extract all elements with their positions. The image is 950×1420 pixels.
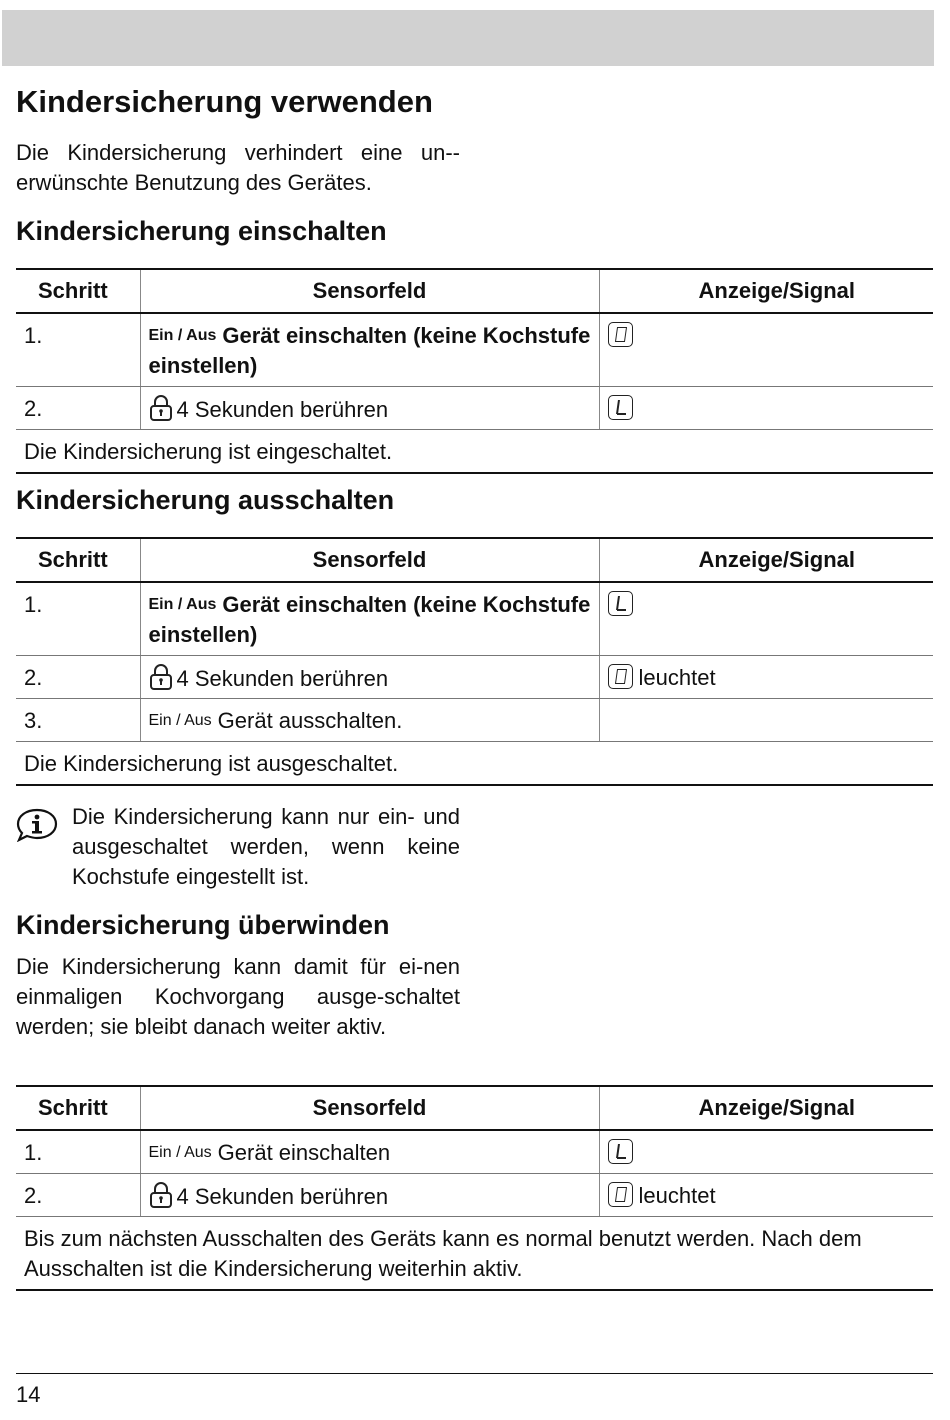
step-number: 3. bbox=[16, 699, 140, 742]
sensor-cell bbox=[140, 1130, 599, 1174]
table-row bbox=[16, 1130, 933, 1174]
col-header-sensor: Sensorfeld bbox=[140, 1086, 599, 1130]
sensor-text: Gerät einschalten (keine Kochstufe einstellen) bbox=[148, 323, 591, 378]
display-text: leuchtet bbox=[638, 1183, 716, 1208]
footer-rule bbox=[16, 1373, 933, 1374]
sensor-text: 4 Sekunden berühren bbox=[176, 397, 389, 422]
display-0-icon bbox=[608, 1182, 633, 1207]
col-header-step: Schritt bbox=[16, 538, 140, 582]
table-lock-off bbox=[16, 537, 933, 786]
sensor-cell bbox=[140, 699, 599, 742]
table-header-row bbox=[16, 1086, 933, 1130]
sensor-cell bbox=[140, 656, 599, 699]
display-l-icon bbox=[608, 591, 633, 616]
header-bar bbox=[2, 10, 934, 66]
on-off-key-label: Ein / Aus bbox=[148, 1144, 212, 1161]
step-number: 2. bbox=[16, 387, 140, 430]
display-cell bbox=[599, 1130, 933, 1174]
step-number: 1. bbox=[16, 582, 140, 656]
lock-icon bbox=[149, 1181, 173, 1209]
on-off-key-label: Ein / Aus bbox=[148, 712, 212, 729]
sensor-text: Gerät ausschalten. bbox=[217, 708, 403, 733]
sensor-text: Gerät einschalten bbox=[217, 1140, 391, 1165]
step-number: 1. bbox=[16, 1130, 140, 1174]
sensor-text: 4 Sekunden berühren bbox=[176, 666, 389, 691]
table-header-row bbox=[16, 269, 933, 313]
result-text: Bis zum nächsten Ausschalten des Geräts kann es normal benutzt werden. Nach dem Ausschalten ist die Kindersicherung weiterhin aktiv. bbox=[16, 1217, 933, 1291]
table-lock-override bbox=[16, 1085, 933, 1291]
table-row bbox=[16, 699, 933, 742]
table-header-row bbox=[16, 538, 933, 582]
sensor-text: 4 Sekunden berühren bbox=[176, 1184, 389, 1209]
result-text: Die Kindersicherung ist ausgeschaltet. bbox=[16, 742, 933, 786]
display-l-icon bbox=[608, 1139, 633, 1164]
col-header-display: Anzeige/Signal bbox=[599, 1086, 933, 1130]
col-header-sensor: Sensorfeld bbox=[140, 538, 599, 582]
display-cell bbox=[599, 699, 933, 742]
col-header-sensor: Sensorfeld bbox=[140, 269, 599, 313]
display-cell bbox=[599, 582, 933, 656]
lock-icon bbox=[149, 663, 173, 691]
table-row bbox=[16, 313, 933, 387]
col-header-step: Schritt bbox=[16, 269, 140, 313]
heading-lock-off: Kindersicherung ausschalten bbox=[16, 485, 395, 515]
page-number: 14 bbox=[16, 1382, 41, 1407]
sensor-cell bbox=[140, 1174, 599, 1217]
display-cell bbox=[599, 656, 933, 699]
step-number: 2. bbox=[16, 1174, 140, 1217]
table-row bbox=[16, 582, 933, 656]
sensor-cell bbox=[140, 582, 599, 656]
table-row bbox=[16, 387, 933, 430]
table-result-row bbox=[16, 1217, 933, 1291]
sensor-text: Gerät einschalten (keine Kochstufe einstellen) bbox=[148, 592, 591, 647]
display-cell bbox=[599, 313, 933, 387]
page-title: Kindersicherung verwenden bbox=[16, 84, 433, 119]
info-note: Die Kindersicherung kann nur ein- und ausgeschaltet werden, wenn keine Kochstufe eingestellt ist. bbox=[72, 804, 460, 889]
heading-lock-on: Kindersicherung einschalten bbox=[16, 216, 387, 246]
on-off-key-label: Ein / Aus bbox=[148, 327, 217, 344]
info-icon bbox=[16, 808, 58, 842]
on-off-key-label: Ein / Aus bbox=[148, 596, 217, 613]
display-cell bbox=[599, 387, 933, 430]
table-lock-on bbox=[16, 268, 933, 474]
col-header-step: Schritt bbox=[16, 1086, 140, 1130]
result-text: Die Kindersicherung ist eingeschaltet. bbox=[16, 430, 933, 474]
display-0-icon bbox=[608, 322, 633, 347]
display-text: leuchtet bbox=[638, 665, 716, 690]
display-0-icon bbox=[608, 664, 633, 689]
table-row bbox=[16, 656, 933, 699]
step-number: 2. bbox=[16, 656, 140, 699]
display-l-icon bbox=[608, 395, 633, 420]
table-result-row bbox=[16, 742, 933, 786]
sensor-cell bbox=[140, 387, 599, 430]
col-header-display: Anzeige/Signal bbox=[599, 269, 933, 313]
table-result-row bbox=[16, 430, 933, 474]
step-number: 1. bbox=[16, 313, 140, 387]
sensor-cell bbox=[140, 313, 599, 387]
table-row bbox=[16, 1174, 933, 1217]
heading-lock-override: Kindersicherung überwinden bbox=[16, 910, 390, 940]
display-cell bbox=[599, 1174, 933, 1217]
lock-icon bbox=[149, 394, 173, 422]
intro-paragraph: Die Kindersicherung verhindert eine un-erwünschte Benutzung des Gerätes. bbox=[16, 140, 460, 195]
override-intro: Die Kindersicherung kann damit für ei-nen einmaligen Kochvorgang ausge-schaltet werden; sie bleibt danach weiter aktiv. bbox=[16, 954, 460, 1039]
col-header-display: Anzeige/Signal bbox=[599, 538, 933, 582]
